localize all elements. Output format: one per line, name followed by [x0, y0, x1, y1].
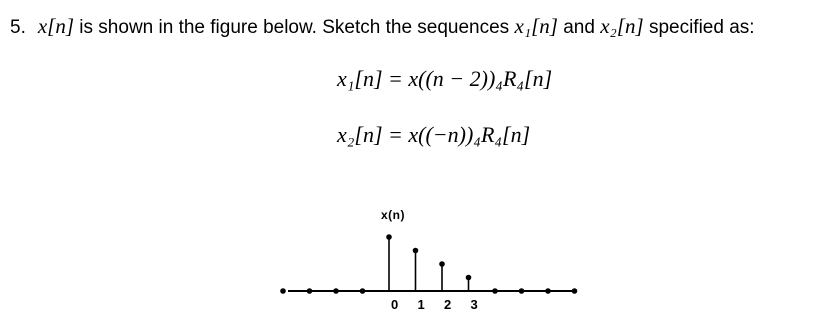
stem-point: [439, 261, 445, 267]
sequence-x2: x₂[n]: [600, 14, 644, 38]
plot-title: x(n): [381, 208, 405, 222]
tick-label: 0: [391, 297, 399, 312]
stem-point: [280, 288, 286, 294]
tick-label: 2: [444, 297, 452, 312]
problem-text-a: is shown in the figure below. Sketch the sequences: [74, 17, 515, 38]
stem-point: [413, 248, 419, 254]
stem-point: [333, 288, 339, 294]
stem-point: [386, 234, 392, 240]
stem-point: [466, 275, 472, 281]
problem-number: 5.: [10, 17, 26, 38]
problem-text-b: specified as:: [643, 17, 755, 38]
stem-point: [492, 288, 498, 294]
stem-point: [519, 288, 525, 294]
stem-point: [307, 288, 313, 294]
problem-text-and: and: [557, 17, 601, 38]
stem-marks: [280, 234, 577, 294]
stem-point: [360, 288, 366, 294]
equation-x2-text: x₂[n] = x((−n))₄R₄[n]: [337, 122, 531, 147]
tick-label: 3: [470, 297, 478, 312]
stem-point: [545, 288, 551, 294]
tick-label: 1: [417, 297, 425, 312]
equation-x1-text: x₁[n] = x((n − 2))₄R₄[n]: [337, 66, 553, 91]
stem-point: [572, 288, 578, 294]
sequence-x: x[n]: [37, 14, 75, 38]
sequence-x1: x₁[n]: [514, 14, 558, 38]
